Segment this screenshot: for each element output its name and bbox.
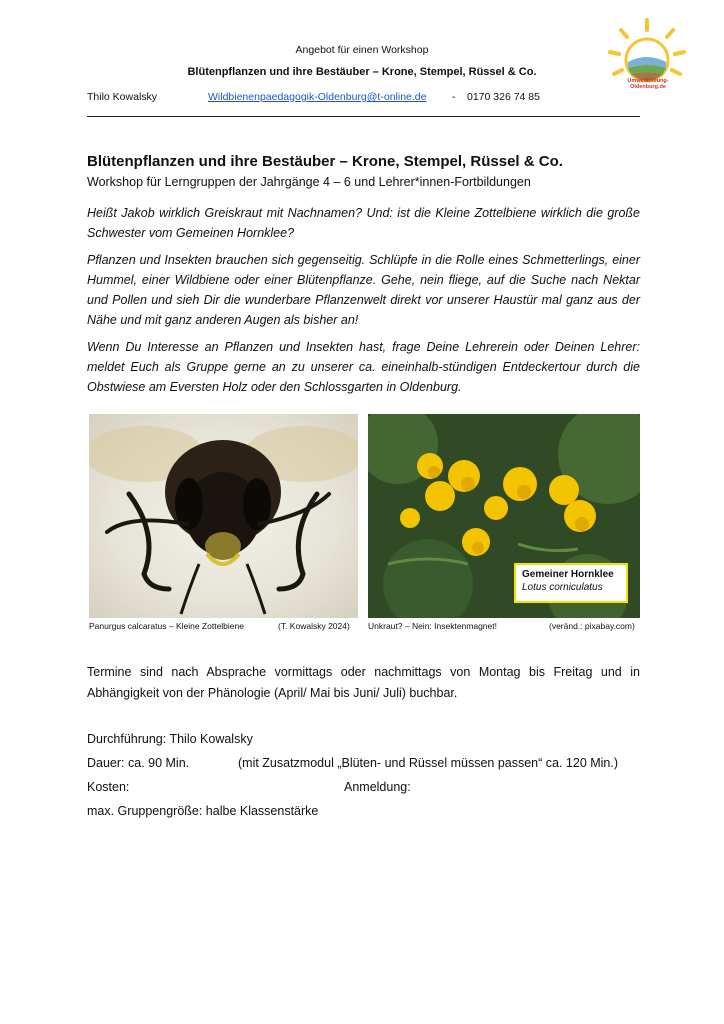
appointments-text: Termine sind nach Absprache vormittags oder nachmittags von Montag bis Freitag und in Abhängigkeit von der Phänologie (April/ Mai bis Juni/ Juli) buchbar. xyxy=(87,665,640,700)
flower-caption: Unkraut? – Nein: Insektenmagnet! xyxy=(368,621,497,631)
species-latin-name: Lotus corniculatus xyxy=(522,582,603,593)
header-phone: 0170 326 74 85 xyxy=(467,91,540,103)
registration-line: Anmeldung: xyxy=(344,780,411,794)
header-divider xyxy=(87,116,640,117)
species-common-name: Gemeiner Hornklee xyxy=(522,569,614,580)
header-separator: - xyxy=(452,91,456,103)
duration-extra: (mit Zusatzmodul „Blüten- und Rüssel müssen passen“ ca. 120 Min.) xyxy=(238,756,619,770)
call-to-action: Wenn Du Interesse an Pflanzen und Insekten hast, frage Deine Lehrerein oder Deinen Lehrer: meldet Euch als Gruppe gerne an zu unserer ca. eineinhalb-stündigen Entdeckertour durch die Obstwiese am Eversten Holz oder den Schlossgarten in Oldenburg. xyxy=(87,340,640,394)
bee-photo xyxy=(89,414,358,618)
intro-paragraph: Pflanzen und Insekten brauchen sich gegenseitig. Schlüpfe in die Rolle eines Schmetterlings, einer Hummel, einer Wildbiene oder einer Blütenpflanze. Gehe, nein fliege, auf die Suche nach Nektar und Pollen und sieh Dir die wunderbare Pflanzenwelt direkt vor unserer Haustür mal ganz aus der Nähe und mit ganz anderen Augen als bisher an! xyxy=(87,253,640,327)
group-size-line: max. Gruppengröße: halbe Klassenstärke xyxy=(87,804,319,818)
duration-line: Dauer: ca. 90 Min. xyxy=(87,756,190,770)
header-author: Thilo Kowalsky xyxy=(87,91,158,103)
logo-text-line2: Oldenburg.de xyxy=(630,84,666,90)
logo-text-line1: Umweltbildung- xyxy=(627,78,669,84)
header-top-line: Angebot für einen Workshop xyxy=(295,44,429,56)
costs-line: Kosten: xyxy=(87,780,130,794)
flower-photo xyxy=(368,414,640,618)
header-title: Blütenpflanzen und ihre Bestäuber – Krone, Stempel, Rüssel & Co. xyxy=(187,66,537,78)
email-link[interactable]: Wildbienenpaedagogik-Oldenburg@t-online.de xyxy=(208,91,427,103)
species-label xyxy=(514,563,628,603)
flower-credit: (veränd.: pixabay.com) xyxy=(549,621,635,631)
page-subtitle: Workshop für Lerngruppen der Jahrgänge 4 – 6 und Lehrer*innen-Fortbildungen xyxy=(87,175,531,189)
page-title: Blütenpflanzen und ihre Bestäuber – Krone, Stempel, Rüssel & Co. xyxy=(87,153,563,170)
bee-credit: (T. Kowalsky 2024) xyxy=(278,621,350,631)
sun-landscape-logo xyxy=(606,18,688,100)
intro-question: Heißt Jakob wirklich Greiskraut mit Nachnamen? Und: ist die Kleine Zottelbiene wirklich die große Schwester vom Gemeinen Hornklee? xyxy=(87,206,640,240)
instructor-line: Durchführung: Thilo Kowalsky xyxy=(87,732,253,746)
bee-caption: Panurgus calcaratus – Kleine Zottelbiene xyxy=(89,621,244,631)
